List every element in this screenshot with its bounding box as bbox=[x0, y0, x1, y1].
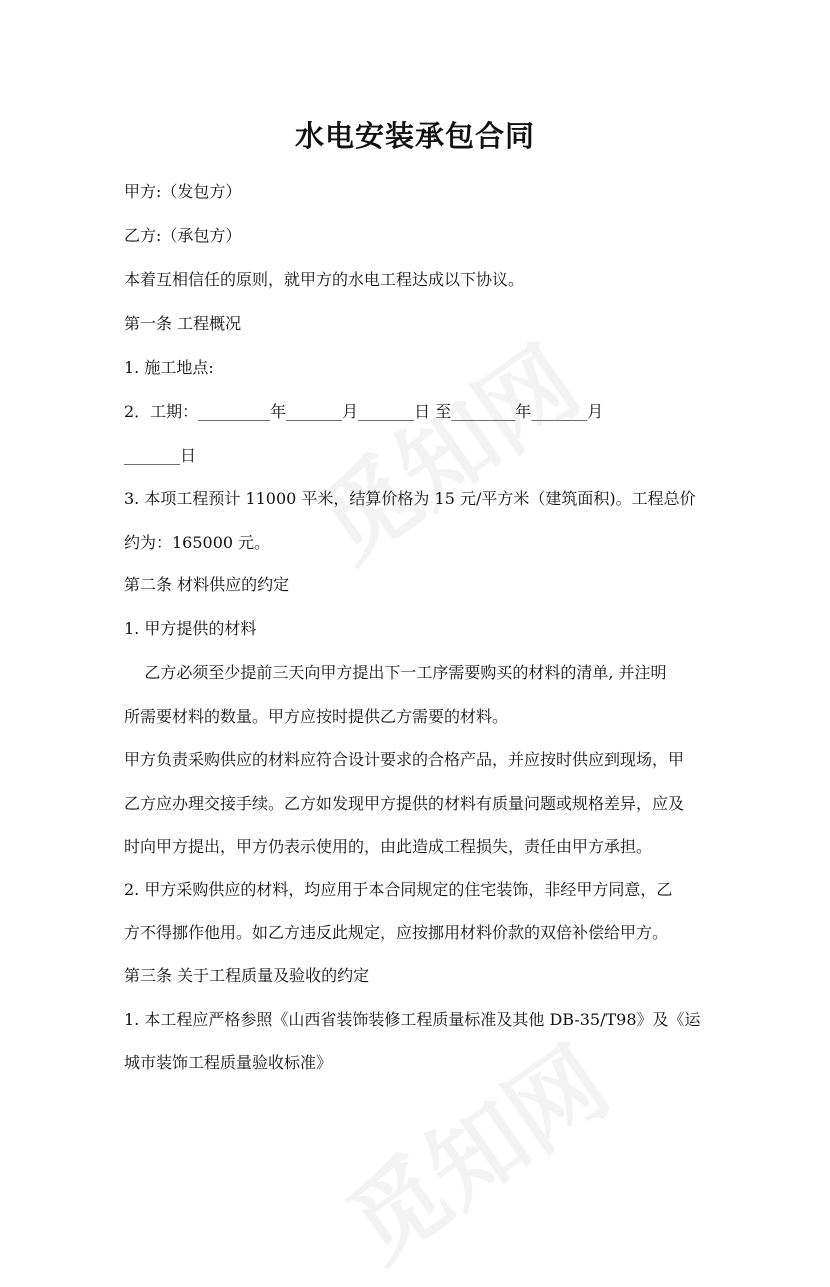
party-b-line: 乙方:（承包方） bbox=[124, 226, 242, 245]
document-title: 水电安装承包合同 bbox=[294, 119, 535, 153]
clause-line: 时向甲方提出，甲方仍表示使用的，由此造成工程损失，责任由甲方承担。 bbox=[124, 837, 653, 856]
clause-line: 乙方应办理交接手续。乙方如发现甲方提供的材料有质量问题或规格差异，应及 bbox=[124, 794, 685, 813]
clause-line: 1. 施工地点: bbox=[124, 358, 214, 377]
clause-line: 乙方必须至少提前三天向甲方提出下一工序需要购买的材料的清单, 并注明 bbox=[124, 663, 667, 682]
clause-line: 所需要材料的数量。甲方应按时提供乙方需要的材料。 bbox=[124, 707, 509, 726]
clause-line: 甲方负责采购供应的材料应符合设计要求的合格产品，并应按时供应到现场，甲 bbox=[124, 750, 685, 769]
watermark bbox=[287, 310, 601, 587]
clause-line: 3. 本项工程预计 11000 平米，结算价格为 15 元/平方米（建筑面积)。工程总价 bbox=[124, 489, 696, 508]
clause-line: 约为：165000 元。 bbox=[124, 533, 271, 552]
article-heading: 第一条 工程概况 bbox=[124, 314, 242, 333]
article-heading: 第三条 关于工程质量及验收的约定 bbox=[124, 966, 370, 985]
clause-line: 2．工期：_________年_______月_______日 至________年_______月 bbox=[124, 402, 604, 421]
watermark bbox=[317, 1010, 631, 1287]
clause-line: 城市装饰工程质量验收标准》 bbox=[124, 1053, 333, 1072]
clause-line: _______日 bbox=[124, 446, 197, 465]
clause-line: 1. 甲方提供的材料 bbox=[124, 619, 257, 638]
clause-line: 2. 甲方采购供应的材料，均应用于本合同规定的住宅装饰，非经甲方同意，乙 bbox=[124, 880, 673, 899]
article-heading: 第二条 材料供应的约定 bbox=[124, 575, 290, 594]
clause-line: 方不得挪作他用。如乙方违反此规定，应按挪用材料价款的双倍补偿给甲方。 bbox=[124, 923, 669, 942]
preamble: 本着互相信任的原则，就甲方的水电工程达成以下协议。 bbox=[124, 270, 525, 289]
party-a-line: 甲方:（发包方） bbox=[124, 182, 242, 201]
clause-line: 1. 本工程应严格参照《山西省装饰装修工程质量标准及其他 DB-35/T98》及《运 bbox=[124, 1010, 701, 1029]
